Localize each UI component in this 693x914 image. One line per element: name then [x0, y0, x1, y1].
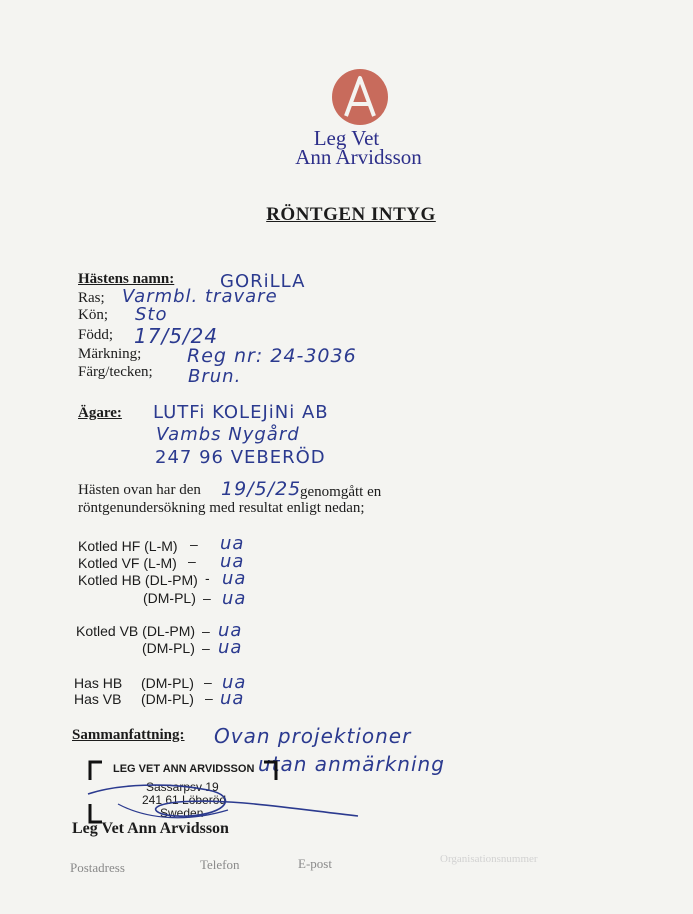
summary-line-1: Ovan projektioner [214, 724, 412, 748]
ras-label: Ras; [78, 290, 105, 306]
exam-dash-7: – [204, 674, 212, 690]
exam-value-7: ua [222, 672, 247, 693]
summary-line-2: utan anmärkning [258, 752, 445, 776]
logo-line-1: Leg Vet [313, 126, 380, 150]
exam-value-5: ua [218, 620, 243, 641]
markning-value: Reg nr: 24-3036 [187, 345, 357, 367]
signature-name: Leg Vet Ann Arvidsson [72, 820, 229, 837]
exam-label-8b: (DM-PL) [141, 691, 194, 707]
statement-part-2: genomgått en [300, 484, 382, 500]
statement-line-2: röntgenundersökning med resultat enligt nedan; [78, 500, 365, 516]
exam-dash-5: – [202, 623, 210, 639]
horse-name-label: Hästens namn: [78, 271, 175, 287]
exam-label-7b: (DM-PL) [141, 675, 194, 691]
kon-label: Kön; [78, 307, 108, 323]
farg-label: Färg/tecken; [78, 364, 153, 380]
exam-label-6: (DM-PL) [142, 640, 195, 656]
fodd-label: Född; [78, 327, 114, 343]
ras-value: Varmbl. travare [122, 286, 278, 307]
footer-faded: Organisationsnummer [440, 853, 538, 865]
exam-value-2: ua [220, 551, 245, 572]
exam-label-8: Has VB [74, 691, 122, 707]
exam-label-4: (DM-PL) [143, 590, 196, 606]
exam-label-2: Kotled VF (L-M) [78, 555, 177, 571]
fodd-value: 17/5/24 [134, 324, 219, 348]
stamp-line-1: LEG VET ANN ARVIDSSON [113, 763, 255, 775]
stamp-line-4: Sweden [160, 806, 204, 820]
footer-postadress: Postadress [70, 860, 125, 875]
exam-value-1: ua [220, 533, 245, 554]
statement-date: 19/5/25 [221, 478, 302, 500]
exam-label-7: Has HB [74, 675, 123, 691]
exam-dash-3: - [205, 570, 210, 586]
exam-label-5: Kotled VB (DL-PM) [76, 623, 196, 639]
owner-line-2: Vambs Nygård [156, 424, 300, 445]
markning-label: Märkning; [78, 346, 142, 362]
horse-name-value: GORiLLA [220, 271, 306, 292]
exam-dash-2: – [188, 553, 196, 569]
logo-a-icon [331, 68, 389, 126]
exam-value-8: ua [220, 688, 245, 709]
summary-label: Sammanfattning: [72, 727, 185, 743]
kon-value: Sto [135, 304, 168, 325]
document-title: RÖNTGEN INTYG [266, 204, 436, 225]
exam-dash-8: – [205, 690, 213, 706]
stamp-line-2: Sassarpsv 19 [146, 780, 219, 794]
owner-line-3: 247 96 VEBERÖD [155, 447, 326, 468]
stamp-line-3: 241 61 Löberöd [142, 793, 227, 807]
owner-label: Ägare: [78, 405, 122, 421]
farg-value: Brun. [188, 366, 242, 387]
exam-value-6: ua [218, 637, 243, 658]
exam-value-4: ua [222, 588, 247, 609]
footer-epost: E-post [298, 856, 332, 871]
statement-part-1: Hästen ovan har den [78, 482, 201, 498]
exam-label-3: Kotled HB (DL-PM) [78, 572, 198, 588]
exam-label-1: Kotled HF (L-M) [78, 538, 178, 554]
exam-dash-6: – [202, 640, 210, 656]
exam-dash-1: – [190, 536, 198, 552]
exam-dash-4: – [203, 590, 211, 606]
logo-line-2: Ann Arvidsson [295, 145, 422, 169]
footer-telefon: Telefon [200, 857, 240, 872]
exam-value-3: ua [222, 568, 247, 589]
owner-line-1: LUTFi KOLEJiNi AB [153, 402, 329, 423]
